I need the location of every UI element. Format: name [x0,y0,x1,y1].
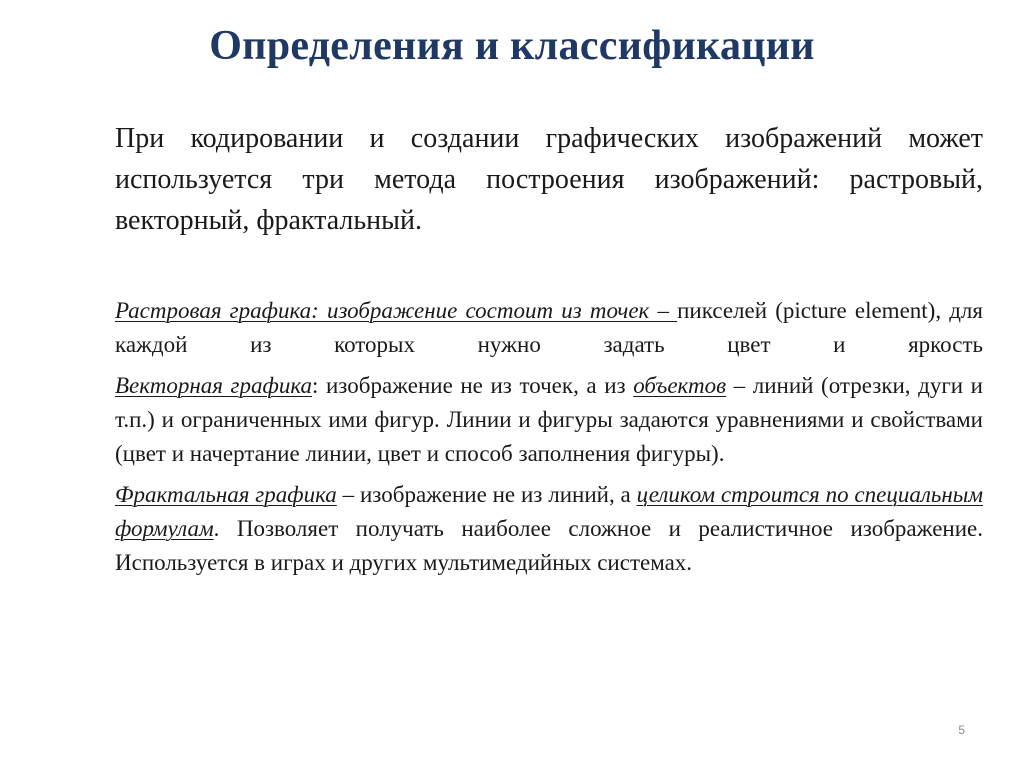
vector-definition [115,369,983,471]
fractal-term: Фрактальная графика [115,482,337,507]
vector-text-a: : изображение не из точек, а из [312,373,634,398]
raster-text: пикселей (picture element), для каждой из которых нужно задать цвет и яркость [115,298,983,357]
fractal-formulas-link[interactable]: целиком строится по специальным формулам [115,482,984,541]
vector-term: Векторная графика [115,373,313,398]
vector-objects-link[interactable]: объектов [633,373,727,398]
definitions-list [115,294,983,587]
fractal-text-a: – изображение не из линий, а [336,482,637,507]
fractal-definition [115,478,983,580]
intro-paragraph: При кодировании и создании графических изображений может используется три метода построения изображений: растровый, векторный, фрактальный. [115,123,983,236]
page-number: 5 [958,723,965,737]
raster-term: Растровая графика: изображение состоит из точек – [115,298,678,323]
raster-definition [115,294,983,362]
slide-title: Определения и классификации [209,23,815,69]
vector-text-b: – линий (отрезки, дуги и т.п.) и ограниченных ими фигур. Линии и фигуры задаются уравнениями и свойствами (цвет и начертание линии, цвет и способ заполнения фигуры). [115,373,983,466]
fractal-text-b: . Позволяет получать наиболее сложное и реалистичное изображение. Используется в играх и других мультимедийных системах. [115,516,983,575]
